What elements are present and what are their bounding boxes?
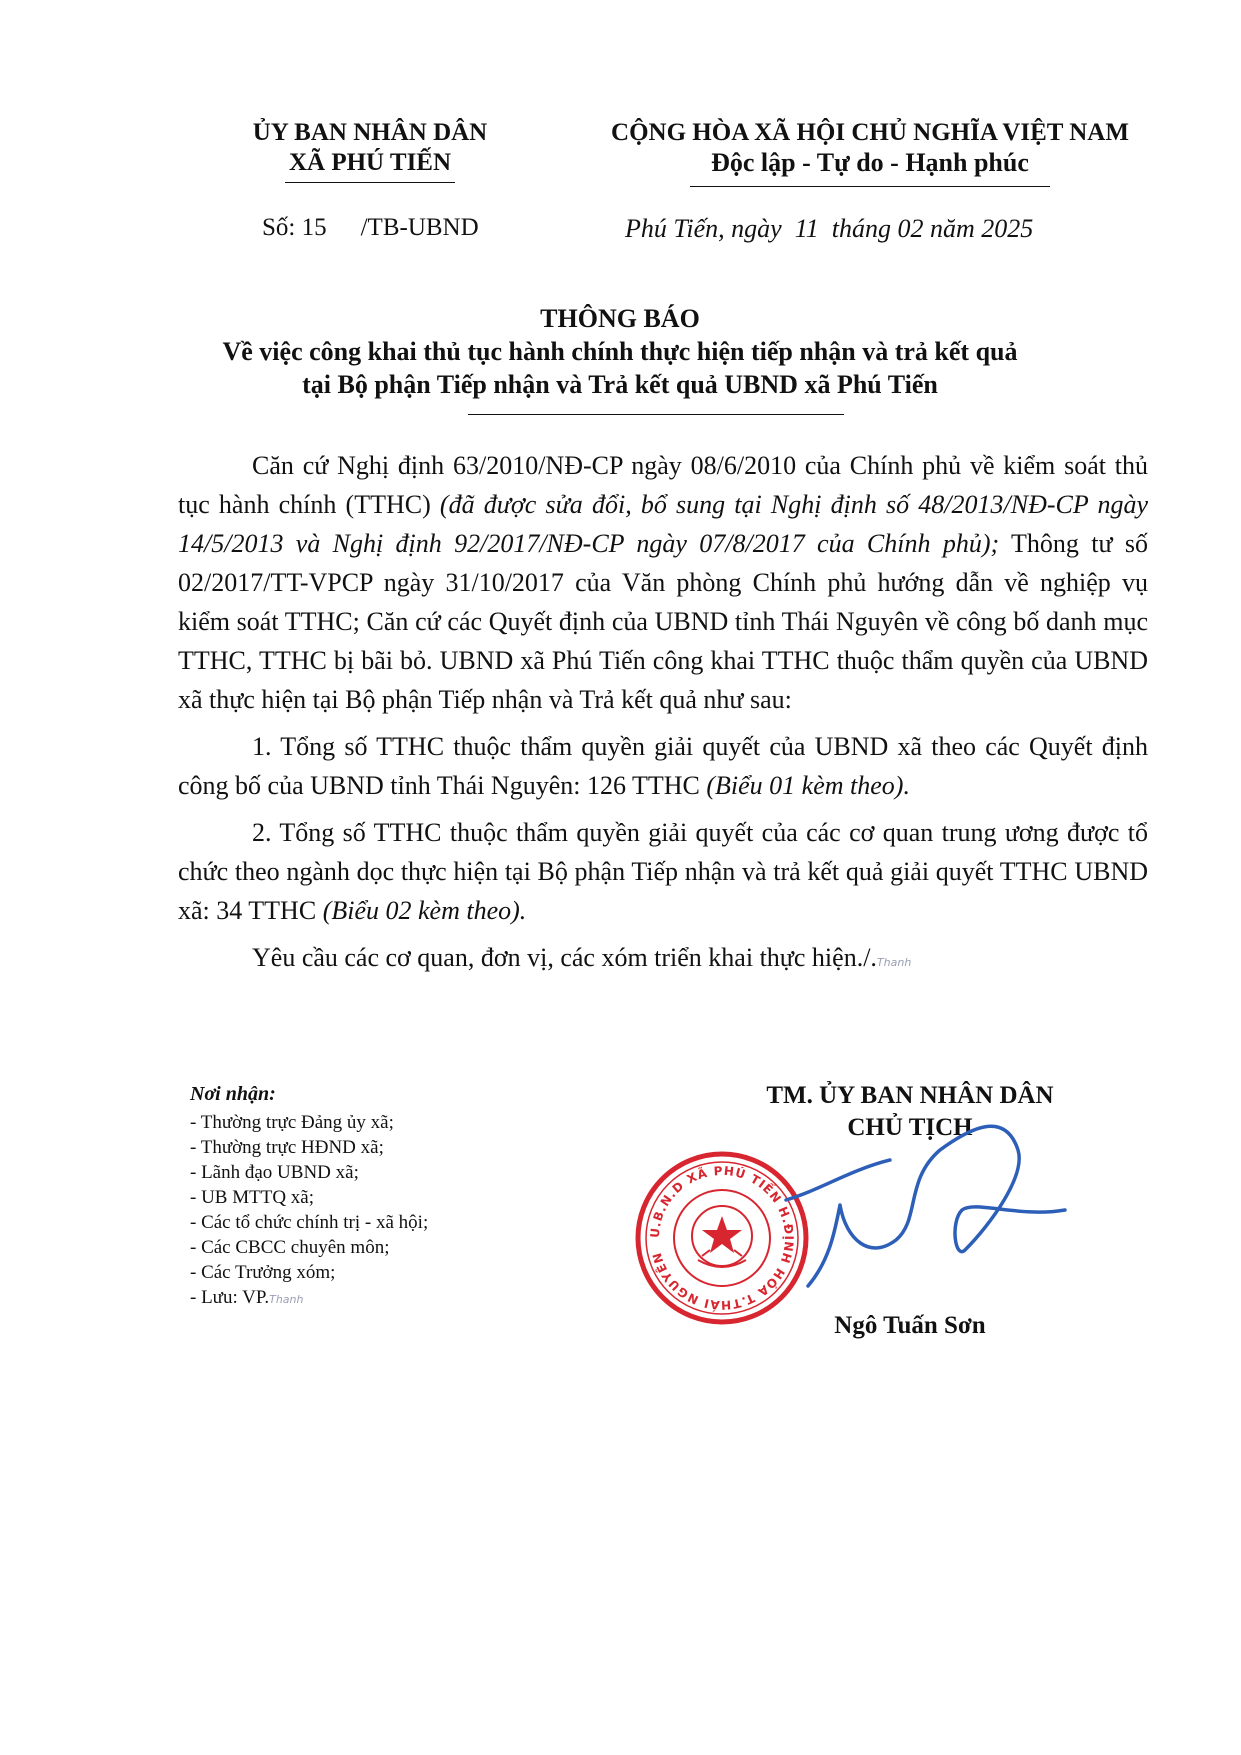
item-2-note: (Biểu 02 kèm theo). — [322, 896, 527, 925]
org-name-line2: XÃ PHÚ TIẾN — [288, 149, 452, 176]
document-number — [262, 214, 479, 242]
document-number-prefix: Số: 15 — [262, 214, 327, 241]
title-subject-line2: tại Bộ phận Tiếp nhận và Trả kết quả UBND xã Phú Tiến — [302, 370, 938, 399]
issuing-organization — [200, 118, 540, 178]
paragraph-request — [178, 938, 1148, 982]
initial-scribble: Thanh — [269, 1293, 304, 1306]
item-2-text: 2. Tổng số TTHC thuộc thẩm quyền giải quyết của các cơ quan trung ương được tổ chức theo ngành dọc thực hiện tại Bộ phận Tiếp nhận và trả kết quả giải quyết TTHC UBND xã: 34 TTHC — [178, 818, 1148, 925]
item-1-note: (Biểu 01 kèm theo). — [706, 771, 910, 800]
recipient-item: - Lãnh đạo UBND xã; — [190, 1162, 359, 1183]
document-body — [178, 446, 1148, 990]
seal-ring-text: U.B.N.D XÃ PHÚ TIẾN H.ĐỊNH HÓA T.THÁI NGUYÊN — [647, 1163, 797, 1313]
legal-basis-note: (đã được sửa đổi, bổ sung tại Nghị định số 48/2013/NĐ-CP ngày 14/5/2013 và Nghị định 92/2017/NĐ-CP ngày 07/8/2017 của Chính phủ); — [178, 490, 1148, 558]
legal-basis-text-cont: Thông tư số 02/2017/TT-VPCP ngày 31/10/2017 của Văn phòng Chính phủ hướng dẫn về nghiệp vụ kiểm soát TTHC; Căn cứ các Quyết định của UBND tỉnh Thái Nguyên về công bố danh mục TTHC, TTHC bị bãi bỏ. UBND xã Phú Tiến công khai TTHC thuộc thẩm quyền của UBND xã thực hiện tại Bộ phận Tiếp nhận và Trả kết quả như sau: — [178, 529, 1148, 714]
item-1-text: 1. Tổng số TTHC thuộc thẩm quyền giải quyết của UBND xã theo các Quyết định công bố của UBND tỉnh Thái Nguyên: 126 TTHC — [178, 732, 1148, 800]
paragraph-legal-basis — [178, 446, 1148, 719]
place-and-date: Phú Tiến, ngày 11 tháng 02 năm 2025 — [625, 214, 1034, 243]
initial-scribble: Thanh — [876, 956, 912, 969]
recipients-heading: Nơi nhận: — [190, 1083, 276, 1105]
request-text: Yêu cầu các cơ quan, đơn vị, các xóm triển khai thực hiện./. — [252, 943, 877, 972]
national-motto: Độc lập - Tự do - Hạnh phúc — [711, 148, 1029, 177]
national-heading — [570, 118, 1170, 178]
signer-title-line1: TM. ỦY BAN NHÂN DÂN — [766, 1082, 1054, 1109]
signer-name: Ngô Tuấn Sơn — [834, 1312, 986, 1339]
document-number-suffix: /TB-UBND — [360, 214, 479, 241]
nation-name: CỘNG HÒA XÃ HỘI CHỦ NGHĨA VIỆT NAM — [611, 119, 1129, 146]
motto-underline — [690, 186, 1050, 187]
title-main: THÔNG BÁO — [540, 304, 700, 333]
org-underline — [285, 182, 455, 183]
signer-title-line2: CHỦ TỊCH — [847, 1114, 973, 1141]
recipients-block — [190, 1082, 428, 1312]
document-title — [140, 302, 1100, 401]
recipient-item: - Các Trưởng xóm; — [190, 1262, 336, 1283]
org-name-line1: ỦY BAN NHÂN DÂN — [252, 119, 488, 146]
paragraph-item-1 — [178, 727, 1148, 805]
legal-basis-text: Căn cứ Nghị định 63/2010/NĐ-CP ngày 08/6/2010 của Chính phủ về kiểm soát thủ tục hành chính (TTHC) — [178, 451, 1148, 519]
recipient-item: - UB MTTQ xã; — [190, 1187, 315, 1208]
title-subject-line1: Về việc công khai thủ tục hành chính thực hiện tiếp nhận và trả kết quả — [222, 337, 1018, 366]
recipient-item: - Thường trực Đảng ủy xã; — [190, 1112, 394, 1133]
title-underline — [468, 414, 844, 415]
paragraph-item-2 — [178, 813, 1148, 930]
recipient-archive: - Lưu: VP. — [190, 1287, 270, 1308]
recipient-item: - Các tổ chức chính trị - xã hội; — [190, 1212, 429, 1233]
recipient-item: - Thường trực HĐND xã; — [190, 1137, 384, 1158]
recipient-item — [190, 1285, 428, 1312]
recipient-item: - Các CBCC chuyên môn; — [190, 1237, 390, 1258]
handwritten-signature-icon — [780, 1110, 1080, 1325]
